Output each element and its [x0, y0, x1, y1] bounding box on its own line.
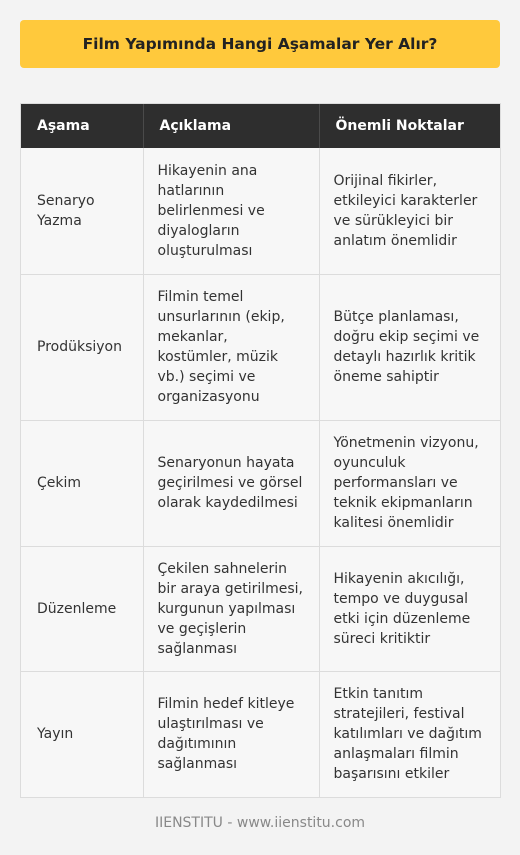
table-row [21, 148, 500, 274]
description-cell: Filmin temel unsurlarının (ekip, mekanlar, kostümler, müzik vb.) seçimi ve organizasyonu [143, 274, 319, 420]
column-header-stage: Aşama [21, 104, 143, 148]
table-row [21, 546, 500, 671]
table-row [21, 420, 500, 546]
stage-cell: Düzenleme [21, 546, 143, 671]
stage-cell: Çekim [21, 420, 143, 546]
header-row [21, 104, 500, 148]
key-points-cell: Etkin tanıtım stratejileri, festival katılımları ve dağıtım anlaşmaları filmin başarısını etkiler [333, 686, 482, 783]
stage-cell: Senaryo Yazma [21, 148, 143, 274]
table-row [21, 274, 500, 420]
stages-table [21, 104, 500, 797]
key-points-cell: Yönetmenin vizyonu, oyunculuk performansları ve teknik ekipmanların kalitesi önemlidir [319, 420, 500, 546]
description-cell: Çekilen sahnelerin bir araya getirilmesi, kurgunun yapılması ve geçişlerin sağlanması [143, 546, 319, 671]
key-points-cell: Bütçe planlaması, doğru ekip seçimi ve detaylı hazırlık kritik öneme sahiptir [319, 274, 500, 420]
table-body [21, 148, 500, 797]
table-row [21, 671, 500, 797]
column-header-key-points: Önemli Noktalar [319, 104, 500, 148]
footer-credit: IIENSTITU - www.iienstitu.com [154, 815, 366, 831]
stage-cell: Yayın [21, 671, 143, 797]
stages-table-container [20, 103, 501, 798]
description-cell: Filmin hedef kitleye ulaştırılması ve dağıtımının sağlanması [143, 671, 319, 797]
page-title: Film Yapımında Hangi Aşamalar Yer Alır? [82, 35, 438, 53]
stage-cell: Prodüksiyon [21, 274, 143, 420]
description-cell: Hikayenin ana hatlarının belirlenmesi ve diyalogların oluşturulması [143, 148, 319, 274]
column-header-description: Açıklama [143, 104, 319, 148]
title-banner [20, 20, 500, 68]
description-cell: Senaryonun hayata geçirilmesi ve görsel olarak kaydedilmesi [143, 420, 319, 546]
key-points-cell: Hikayenin akıcılığı, tempo ve duygusal etki için düzenleme süreci kritiktir [319, 546, 500, 671]
key-points-cell: Orijinal fikirler, etkileyici karakterler ve sürükleyici bir anlatım önemlidir [319, 148, 500, 274]
table-header [21, 104, 500, 148]
